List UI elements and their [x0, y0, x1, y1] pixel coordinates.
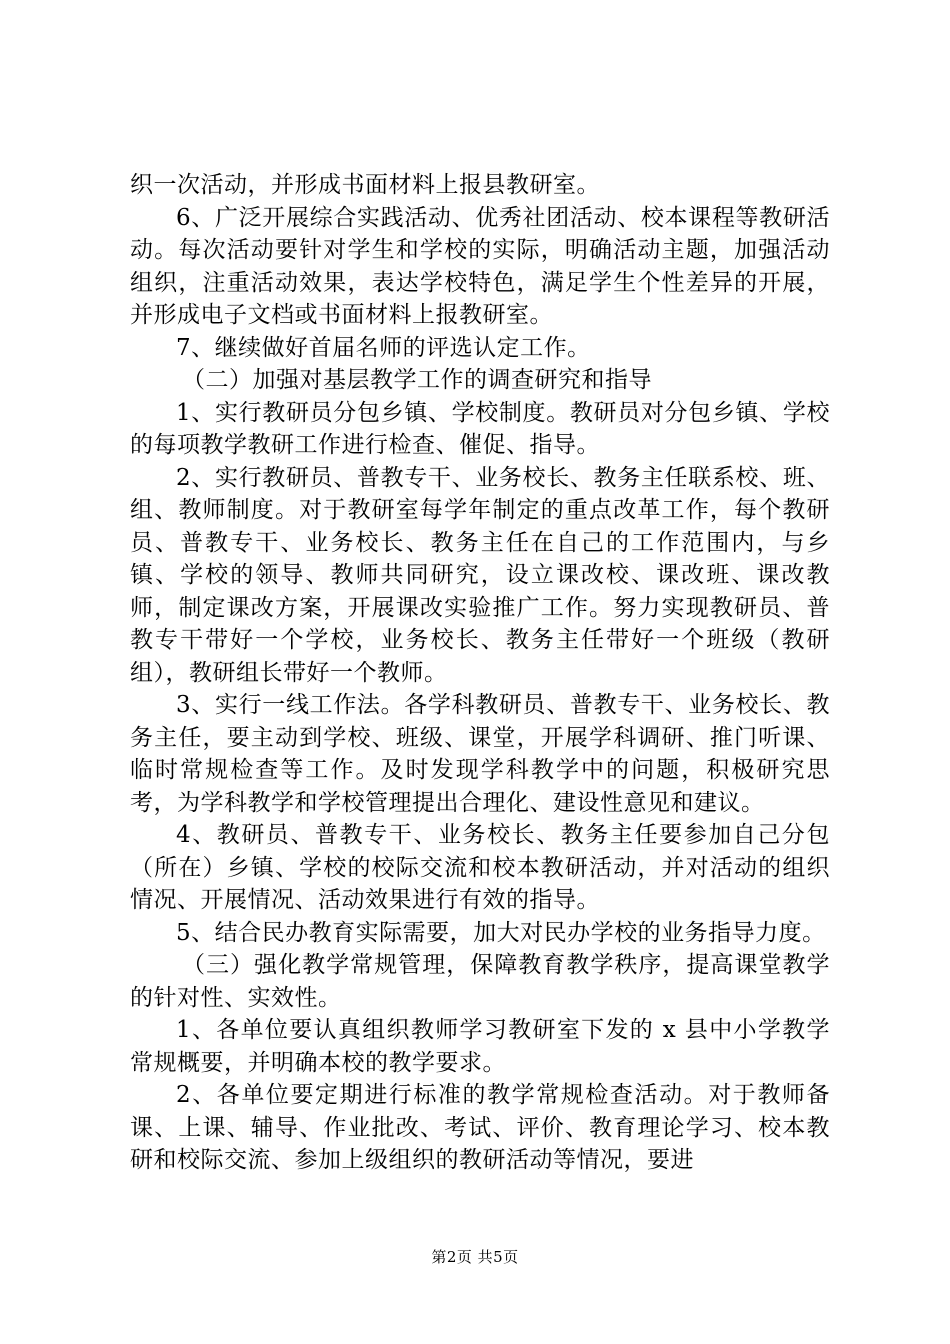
- paragraph-item-7: 7、继续做好首届名师的评选认定工作。: [176, 334, 591, 361]
- paragraph-continuation: 织一次活动，并形成书面材料上报县教研室。: [130, 172, 600, 198]
- page-footer: 第2页 共5页: [431, 1248, 519, 1266]
- document-body: [130, 169, 830, 1177]
- paragraph-2-item-5: 5、结合民办教育实际需要，加大对民办学校的业务指导力度。: [176, 919, 826, 946]
- section-heading-3: （三）强化教学常规管理，保障教育教学秩序，提高课堂教学的针对性、实效性。: [130, 952, 830, 1011]
- paragraph-2-item-2: 2、实行教研员、普教专干、业务校长、教务主任联系校、班、组、教师制度。对于教研室每学年制定的重点改革工作，每个教研员、普教专干、业务校长、教务主任在自己的工作范围内，与乡镇、学校的领导、教师共同研究，设立课改校、课改班、课改教师，制定课改方案，开展课改实验推广工作。努力实现教研员、普教专干带好一个学校，业务校长、教务主任带好一个班级（教研组），教研组长带好一个教师。: [130, 464, 830, 686]
- paragraph-3-item-1: 1、各单位要认真组织教师学习教研室下发的 x 县中小学教学常规概要，并明确本校的教学要求。: [130, 1017, 830, 1076]
- section-heading-2: （二）加强对基层教学工作的调查研究和指导: [182, 367, 652, 393]
- paragraph-2-item-3: 3、实行一线工作法。各学科教研员、普教专干、业务校长、教务主任，要主动到学校、班级、课堂，开展学科调研、推门听课、临时常规检查等工作。及时发现学科教学中的问题，积极研究思考，为学科教学和学校管理提出合理化、建设性意见和建议。: [130, 692, 830, 816]
- paragraph-3-item-2: 2、各单位要定期进行标准的教学常规检查活动。对于教师备课、上课、辅导、作业批改、考试、评价、教育理论学习、校本教研和校际交流、参加上级组织的教研活动等情况，要进: [130, 1082, 830, 1173]
- paragraph-2-item-4: 4、教研员、普教专干、业务校长、教务主任要参加自己分包（所在）乡镇、学校的校际交流和校本教研活动，并对活动的组织情况、开展情况、活动效果进行有效的指导。: [130, 822, 830, 913]
- paragraph-2-item-1: 1、实行教研员分包乡镇、学校制度。教研员对分包乡镇、学校的每项教学教研工作进行检查、催促、指导。: [130, 399, 830, 458]
- paragraph-item-6: 6、广泛开展综合实践活动、优秀社团活动、校本课程等教研活动。每次活动要针对学生和学校的实际，明确活动主题，加强活动组织，注重活动效果，表达学校特色，满足学生个性差异的开展，并形成电子文档或书面材料上报教研室。: [130, 204, 830, 328]
